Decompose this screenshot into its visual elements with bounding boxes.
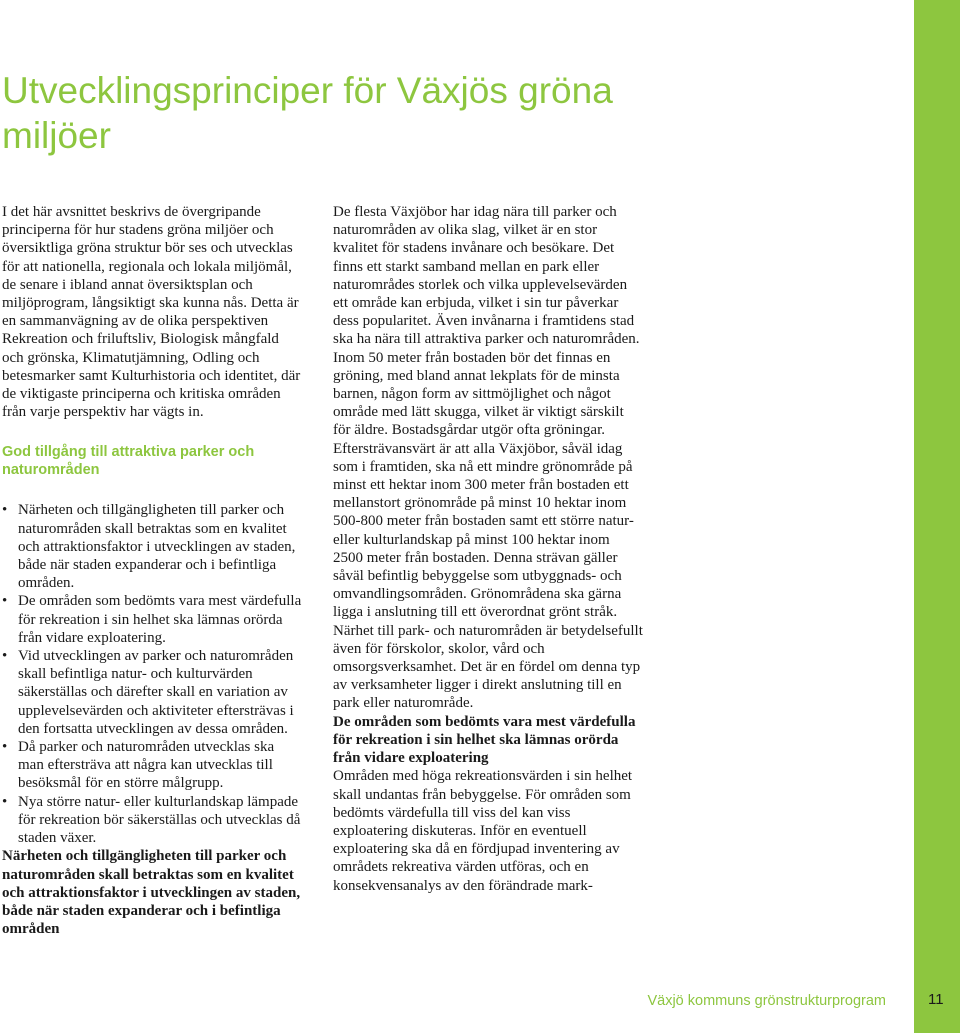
footer-publication-title: Växjö kommuns grönstrukturprogram — [647, 993, 886, 1009]
left-column — [2, 203, 302, 938]
right-column — [333, 203, 643, 895]
principles-list — [2, 501, 302, 847]
green-side-bar — [914, 0, 960, 1033]
paragraph: Närhet till park- och naturområden är betydelsefullt även för förskolor, skolor, vård och omsorgsverksamhet. Det är en fördel om denna typ av verksamheter ligger i direkt anslutning till en park eller naturområde. — [333, 622, 643, 712]
list-item: • Nya större natur- eller kulturlandskap lämpade för rekreation bör säkerställas och utvecklas då staden växer. — [2, 793, 302, 848]
page-title: Utvecklingsprinciper för Växjös gröna miljöer — [2, 70, 613, 156]
list-item: • De områden som bedömts vara mest värdefulla för rekreation i sin helhet ska lämnas orörda från vidare exploatering. — [2, 592, 302, 647]
bold-heading-left: Närheten och tillgängligheten till parker och naturområden skall betraktas som en kvalitet och attraktionsfaktor i utvecklingen av staden, både när staden expanderar och i befintliga områden — [2, 848, 301, 938]
section-subheading: God tillgång till attraktiva parker och naturområden — [2, 444, 255, 479]
list-item: • Närheten och tillgängligheten till parker och naturområden skall betraktas som en kvalitet och attraktionsfaktor i utvecklingen av staden, både när staden expanderar och i befintliga områden. — [2, 501, 302, 592]
intro-paragraph: I det här avsnittet beskrivs de övergripande principerna för hur stadens gröna miljöer och översiktliga gröna struktur bör ses och utvecklas för att nationella, regionala och lokala miljömål, de senare i ibland annat översiktsplan och miljöprogram, långsiktigt ska kunna nås. Detta är en sammanvägning av de olika perspektiven Rekreation och friluftsliv, Biologisk mångfald och grönska, Klimatutjämning, Odling och betesmarker samt Kulturhistoria och identitet, där de viktigaste principerna och kritiska områden från varje perspektiv har vägts in. — [2, 204, 301, 421]
page-number: 11 — [928, 991, 944, 1008]
bold-heading-right: De områden som bedömts vara mest värdefulla för rekreation i sin helhet ska lämnas orörda från vidare exploatering — [333, 713, 636, 767]
paragraph: De flesta Växjöbor har idag nära till parker och naturområden av olika slag, vilket är en stor kvalitet för stadens invånare och besökare. Det finns ett starkt samband mellan en park eller naturområdes storlek och vilka upplevelsevärden ett område kan erbjuda, vilket i sin tur påverkar dess popularitet. Även invånarna i framtidens stad ska ha nära till attraktiva parker och naturområden. Inom 50 meter från bostaden bör det finnas en gröning, med bland annat lekplats för de minsta barnen, någon form av sittmöjlighet och något område med lätt skugga, vilket är viktigt särskilt för äldre. Bostadsgårdar utgör ofta gröningar. Eftersträvansvärt är att alla Växjöbor, såväl idag som i framtiden, ska nå ett mindre grönområde på minst ett hektar inom 300 meter från bostaden ett mellanstort grönområde på minst 10 hektar inom 500-800 meter från bostaden samt ett större natur- eller kulturlandskap på minst 100 hektar inom 2500 meter från bostaden. Denna strävan gäller såväl befintlig bebyggelse som utbyggnads- och omvandlingsområden. Grönområdena ska gärna ligga i anslutning till ett överordnat grönt stråk. — [333, 204, 640, 621]
list-item: • Då parker och naturområden utvecklas ska man eftersträva att några kan utvecklas till besöksmål för en större målgrupp. — [2, 738, 302, 793]
list-item: • Vid utvecklingen av parker och naturområden skall befintliga natur- och kulturvärden säkerställas och därefter skall en variation av upplevelsevärden och aktiviteter eftersträvas i den fortsatta utvecklingen av dessa områden. — [2, 647, 302, 738]
paragraph: Områden med höga rekreationsvärden i sin helhet skall undantas från bebyggelse. För områden som bedömts värdefulla till viss del kan viss exploatering diskuteras. Inför en eventuell exploatering ska då en fördjupad inventering av områdets rekreativa värden utföras, och en konsekvensanalys av den förändrade mark- — [333, 768, 633, 894]
